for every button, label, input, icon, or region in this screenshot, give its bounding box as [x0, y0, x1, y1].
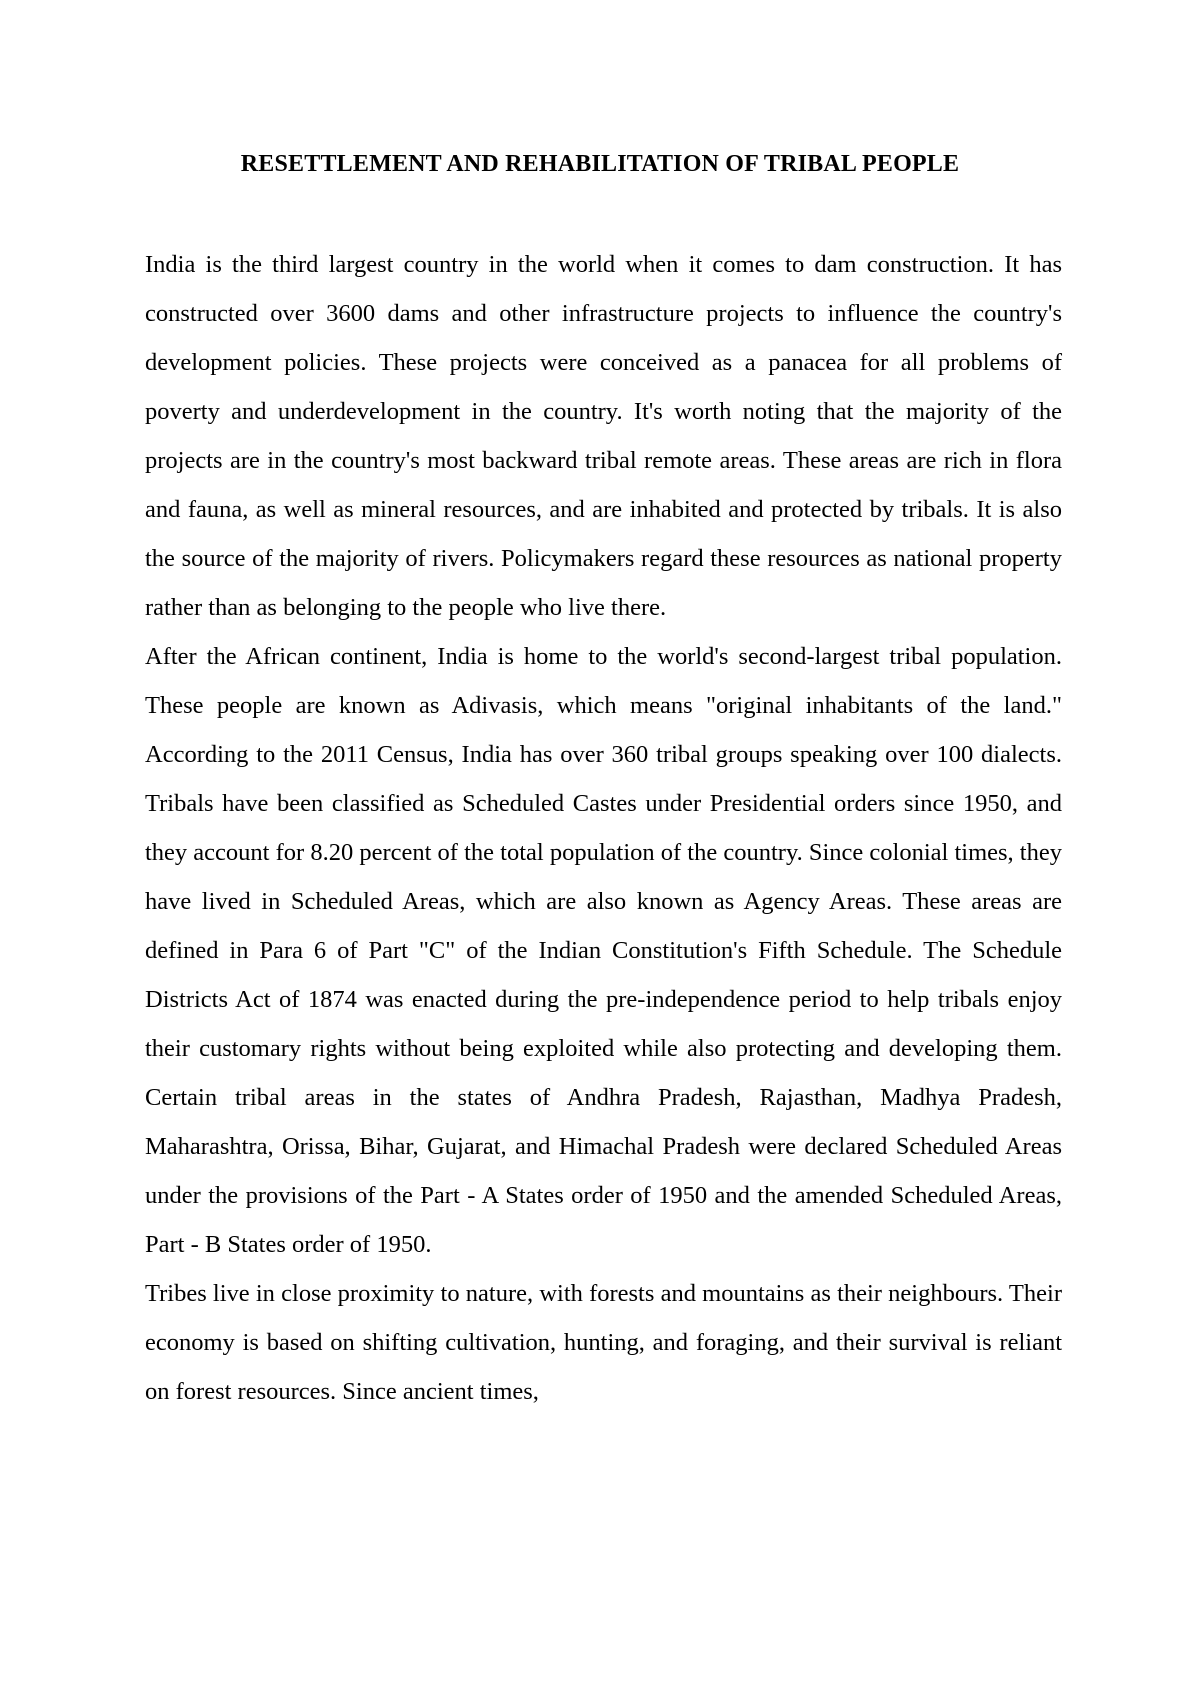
page-title: RESETTLEMENT AND REHABILITATION OF TRIBAL PEOPLE: [240, 151, 960, 177]
paragraph-tribal-population: After the African continent, India is home to the world's second-largest tribal population. These people are known as Adivasis, which means "original inhabitants of the land." According to the 2011 Census, India has over 360 tribal groups speaking over 100 dialects. Tribals have been classified as Scheduled Castes under Presidential orders since 1950, and they account for 8.20 percent of the total population of the country. Since colonial times, they have lived in Scheduled Areas, which are also known as Agency Areas. These areas are defined in Para 6 of Part "C" of the Indian Constitution's Fifth Schedule. The Schedule Districts Act of 1874 was enacted during the pre-independence period to help tribals enjoy their customary rights without being exploited while also protecting and developing them. Certain tribal areas in the states of Andhra Pradesh, Rajasthan, Madhya Pradesh, Maharashtra, Orissa, Bihar, Gujarat, and Himachal Pradesh were declared Scheduled Areas under the provisions of the Part - A States order of 1950 and the amended Scheduled Areas, Part - B States order of 1950.: [145, 643, 1062, 1258]
paragraph-dam-construction: India is the third largest country in the world when it comes to dam construction. It has constructed over 3600 dams and other infrastructure projects to influence the country's development policies. These projects were conceived as a panacea for all problems of poverty and underdevelopment in the country. It's worth noting that the majority of the projects are in the country's most backward tribal remote areas. These areas are rich in flora and fauna, as well as mineral resources, and are inhabited and protected by tribals. It is also the source of the majority of rivers. Policymakers regard these resources as national property rather than as belonging to the people who live there.: [145, 251, 1062, 621]
paragraph-tribal-lifestyle: Tribes live in close proximity to nature, with forests and mountains as their neighbours. Their economy is based on shifting cultivation, hunting, and foraging, and their survival is reliant on forest resources. Since ancient times,: [145, 1280, 1062, 1405]
document-body: [145, 240, 1062, 1416]
